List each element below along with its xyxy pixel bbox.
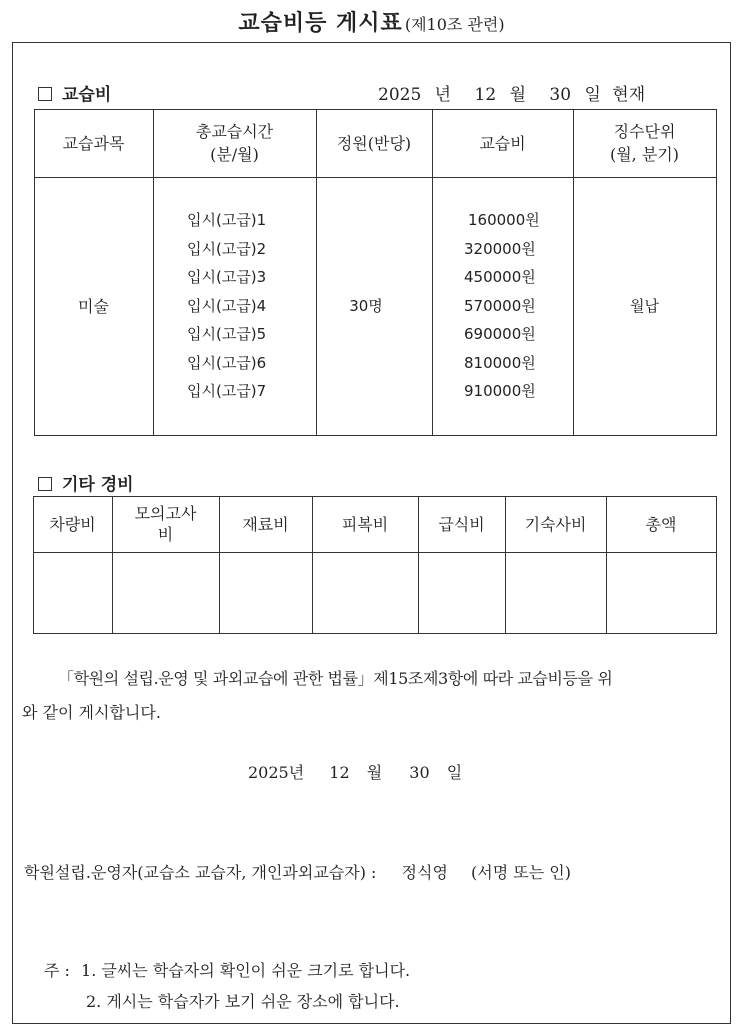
header-mock-exam-line1: 모의고사: [134, 504, 197, 523]
signing-month-unit: 월: [366, 763, 383, 782]
header-collection-line1: 징수단위: [613, 122, 676, 141]
signing-year: 2025년: [248, 763, 305, 782]
header-total-hours-line1: 총교습시간: [195, 122, 274, 141]
note-item-1: 1. 글씨는 학습자의 확인이 쉬운 크기로 합니다.: [81, 961, 411, 980]
header-clothing: 피복비: [341, 514, 389, 534]
signature-name: 정식영: [401, 863, 448, 882]
row-subject: 미술: [78, 296, 109, 316]
fee-list: [464, 206, 540, 406]
as-of-suffix: 현재: [612, 85, 646, 105]
header-mock-exam-line2: 비: [157, 525, 174, 544]
signature-line: [24, 860, 571, 883]
title-main: 교습비등 게시표: [238, 11, 403, 36]
row-capacity: 30명: [349, 296, 383, 315]
course-item: 입시(고급)5: [187, 325, 267, 343]
tuition-heading-text: 교습비: [62, 85, 112, 105]
row-collection: 월납: [630, 296, 659, 315]
other-section-heading: [38, 470, 134, 495]
other-heading-text: 기타 경비: [62, 475, 134, 495]
signing-day: 30: [409, 763, 430, 782]
title-sub: (제10조 관련): [404, 15, 505, 34]
course-item: 입시(고급)3: [187, 268, 267, 286]
header-fee: 교습비: [479, 133, 526, 153]
header-meals: 급식비: [438, 514, 485, 534]
document-title: [0, 6, 743, 37]
course-list: [187, 206, 266, 406]
note-prefix: 주 :: [44, 961, 70, 980]
as-of-month-unit: 월: [509, 85, 526, 105]
course-item: 입시(고급)6: [187, 353, 267, 372]
header-materials: 재료비: [242, 514, 289, 534]
fee-item: 570000원: [464, 296, 536, 315]
signing-day-unit: 일: [446, 763, 463, 782]
course-item: 입시(고급)7: [187, 382, 267, 400]
course-item: 입시(고급)4: [187, 296, 267, 315]
table-border: [716, 496, 717, 634]
header-mock-exam: [112, 496, 219, 552]
signature-note: (서명 또는 인): [471, 863, 571, 882]
fee-item: 810000원: [464, 353, 536, 372]
as-of-year: 2025: [378, 85, 422, 105]
table-border: [34, 435, 716, 436]
table-border: [33, 552, 716, 553]
as-of-month: 12: [474, 85, 497, 105]
fee-item: 690000원: [464, 325, 536, 343]
signing-date: [248, 760, 462, 783]
statement-paragraph: [22, 662, 712, 730]
header-capacity: 정원(반당): [336, 133, 412, 153]
note-item-2: 2. 게시는 학습자가 보기 쉬운 장소에 합니다.: [86, 992, 400, 1011]
tuition-section-heading: [38, 80, 111, 105]
header-vehicle: 차량비: [49, 514, 96, 534]
fee-item: 910000원: [464, 382, 536, 400]
signing-month: 12: [329, 763, 350, 782]
note-1: [44, 958, 410, 981]
statement-line1: 「학원의 설립.운영 및 과외교습에 관한 법률」제15조제3항에 따라 교습비등을 위: [58, 669, 613, 688]
fee-item: 320000원: [464, 239, 536, 258]
fee-item: 160000원: [468, 211, 540, 229]
as-of-day-unit: 일: [584, 85, 601, 105]
header-dormitory: 기숙사비: [524, 514, 587, 534]
fee-item: 450000원: [464, 268, 536, 286]
as-of-date: [378, 80, 645, 105]
checkbox-icon: [38, 87, 52, 101]
header-collection-line2: (월, 분기): [609, 145, 680, 164]
table-border: [716, 109, 717, 436]
statement-line2: 와 같이 게시합니다.: [22, 703, 161, 722]
course-item: 입시(고급)1: [187, 211, 267, 229]
signature-label: 학원설립.운영자(교습소 교습자, 개인과외교습자) :: [24, 863, 377, 882]
header-subject: 교습과목: [62, 133, 125, 153]
header-collection: [573, 109, 716, 177]
checkbox-icon: [38, 477, 52, 491]
as-of-day: 30: [549, 85, 572, 105]
header-total-hours: [153, 109, 316, 177]
header-total-hours-line2: (분/월): [210, 145, 259, 164]
as-of-year-unit: 년: [434, 85, 452, 105]
course-item: 입시(고급)2: [187, 239, 267, 258]
table-border: [33, 633, 716, 634]
header-total: 총액: [645, 514, 677, 534]
